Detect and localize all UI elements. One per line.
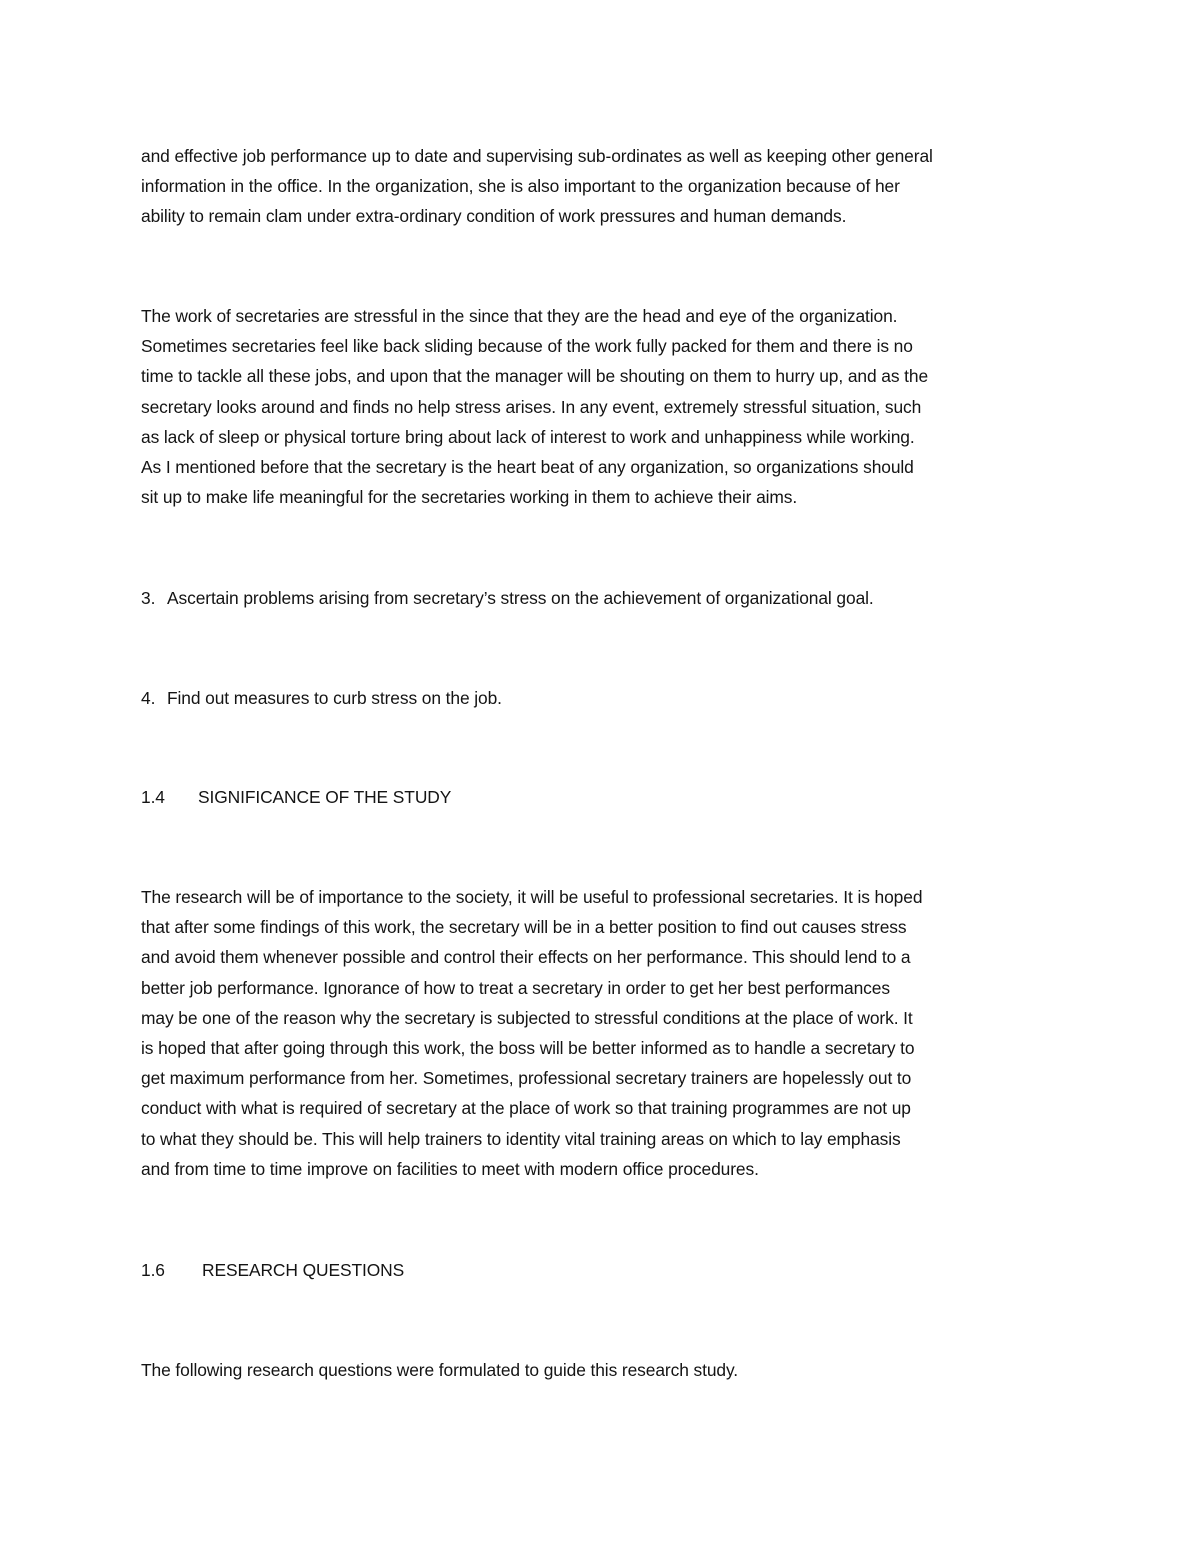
paragraph-line: The following research questions were formulated to guide this research study. — [141, 1360, 739, 1380]
section-title: SIGNIFICANCE OF THE STUDY — [198, 787, 452, 807]
list-number: 3. — [141, 588, 156, 608]
paragraph-secretary-stress — [141, 301, 1076, 512]
paragraph-line: The work of secretaries are stressful in the since that they are the head and eye of the organization. — [141, 306, 898, 326]
section-number: 1.6 — [141, 1260, 165, 1280]
list-number: 4. — [141, 688, 156, 708]
paragraph-line: The research will be of importance to the society, it will be useful to professional secretaries. It is hoped — [141, 887, 923, 907]
paragraph-line: Sometimes secretaries feel like back sliding because of the work fully packed for them and there is no — [141, 336, 913, 357]
paragraph-line: and avoid them whenever possible and control their effects on her performance. This should lend to a — [141, 947, 911, 968]
paragraph-line: As I mentioned before that the secretary is the heart beat of any organization, so organizations should — [141, 457, 914, 478]
paragraph-line: that after some findings of this work, the secretary will be in a better position to find out causes stress — [141, 917, 907, 938]
paragraph-line: and from time to time improve on facilities to meet with modern office procedures. — [141, 1158, 759, 1179]
paragraph-line: as lack of sleep or physical torture bring about lack of interest to work and unhappiness while working. — [141, 426, 915, 447]
paragraph-line: get maximum performance from her. Sometimes, professional secretary trainers are hopelessly out to — [141, 1068, 912, 1089]
paragraph-office-duties — [141, 141, 1076, 232]
list-item-3 — [141, 583, 1076, 613]
section-title: RESEARCH QUESTIONS — [202, 1260, 405, 1280]
paragraph-line: ability to remain clam under extra-ordinary condition of work pressures and human demands. — [141, 206, 847, 227]
paragraph-line: may be one of the reason why the secretary is subjected to stressful conditions at the place of work. It — [141, 1007, 913, 1028]
paragraph-significance — [141, 882, 1076, 1184]
list-text: Find out measures to curb stress on the job. — [167, 688, 502, 708]
paragraph-line: sit up to make life meaningful for the secretaries working in them to achieve their aims. — [141, 487, 798, 508]
section-number: 1.4 — [141, 787, 165, 807]
list-text: Ascertain problems arising from secretary’s stress on the achievement of organizational goal. — [167, 588, 874, 608]
paragraph-line: information in the office. In the organization, she is also important to the organization because of her — [141, 176, 900, 197]
paragraph-line: conduct with what is required of secretary at the place of work so that training programmes are not up — [141, 1098, 911, 1119]
paragraph-research-questions-intro — [141, 1355, 1076, 1385]
paragraph-line: secretary looks around and finds no help stress arises. In any event, extremely stressful situation, such — [141, 396, 922, 417]
section-heading-research-questions — [141, 1255, 1076, 1285]
paragraph-line: to what they should be. This will help trainers to identity vital training areas on which to lay emphasis — [141, 1128, 901, 1149]
paragraph-line: and effective job performance up to date and supervising sub-ordinates as well as keeping other general — [141, 146, 933, 166]
section-heading-significance — [141, 782, 1076, 812]
paragraph-line: is hoped that after going through this work, the boss will be better informed as to handle a secretary to — [141, 1038, 915, 1059]
list-item-4 — [141, 683, 1076, 713]
paragraph-line: better job performance. Ignorance of how to treat a secretary in order to get her best performances — [141, 977, 890, 998]
paragraph-line: time to tackle all these jobs, and upon that the manager will be shouting on them to hurry up, and as the — [141, 366, 929, 387]
